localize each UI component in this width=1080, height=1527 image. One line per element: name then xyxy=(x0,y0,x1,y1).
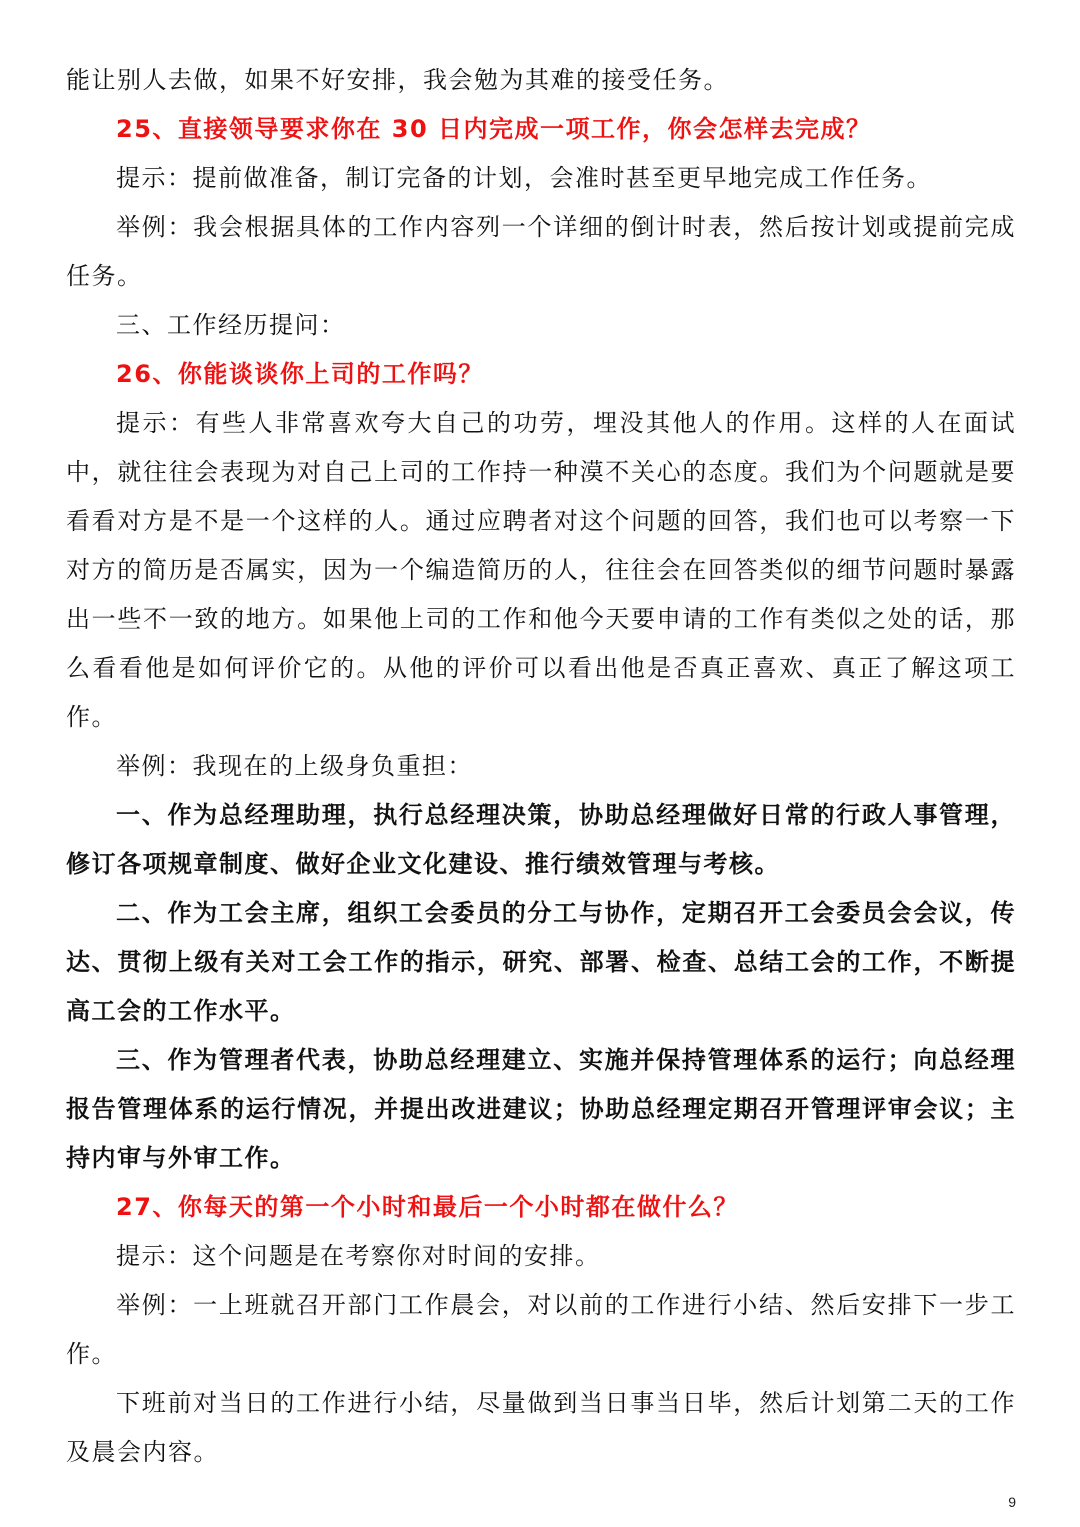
question-26-example-item-1: 一、作为总经理助理，执行总经理决策，协助总经理做好日常的行政人事管理，修订各项规章制度、做好企业文化建设、推行绩效管理与考核。 xyxy=(66,801,1016,878)
question-25-hint: 提示：提前做准备，制订完备的计划，会准时甚至更早地完成工作任务。 xyxy=(116,164,932,192)
question-27-heading: 27、你每天的第一个小时和最后一个小时都在做什么？ xyxy=(116,1193,739,1221)
page-number: 9 xyxy=(1008,1494,1016,1510)
question-25-heading: 25、直接领导要求你在 30 日内完成一项工作，你会怎样去完成？ xyxy=(116,115,872,143)
question-27-hint: 提示：这个问题是在考察你对时间的安排。 xyxy=(116,1242,601,1270)
question-26-example-item-2: 二、作为工会主席，组织工会委员的分工与协作，定期召开工会委员会会议，传达、贯彻上级有关对工会工作的指示，研究、部署、检查、总结工会的工作，不断提高工会的工作水平。 xyxy=(66,899,1016,1025)
document-body xyxy=(66,56,1016,1477)
question-26-heading: 26、你能谈谈你上司的工作吗？ xyxy=(116,360,484,388)
section-heading-work-experience: 三、工作经历提问： xyxy=(116,311,346,339)
question-26-hint: 提示：有些人非常喜欢夸大自己的功劳，埋没其他人的作用。这样的人在面试中，就往往会表现为对自己上司的工作持一种漠不关心的态度。我们为个问题就是要看看对方是不是一个这样的人。通过应聘者对这个问题的回答，我们也可以考察一下对方的简历是否属实，因为一个编造简历的人，往往会在回答类似的细节问题时暴露出一些不一致的地方。如果他上司的工作和他今天要申请的工作有类似之处的话，那么看看他是如何评价它的。从他的评价可以看出他是否真正喜欢、真正了解这项工作。 xyxy=(66,409,1016,731)
question-26-example-intro: 举例：我现在的上级身负重担： xyxy=(116,752,473,780)
paragraph-continuation: 能让别人去做，如果不好安排，我会勉为其难的接受任务。 xyxy=(66,66,729,94)
question-27-example: 举例：一上班就召开部门工作晨会，对以前的工作进行小结、然后安排下一步工作。 xyxy=(66,1291,1016,1368)
question-26-example-item-3: 三、作为管理者代表，协助总经理建立、实施并保持管理体系的运行；向总经理报告管理体系的运行情况，并提出改进建议；协助总经理定期召开管理评审会议；主持内审与外审工作。 xyxy=(66,1046,1016,1172)
question-25-example: 举例：我会根据具体的工作内容列一个详细的倒计时表，然后按计划或提前完成任务。 xyxy=(66,213,1016,290)
question-27-example-continued: 下班前对当日的工作进行小结，尽量做到当日事当日毕，然后计划第二天的工作及晨会内容。 xyxy=(66,1389,1016,1466)
